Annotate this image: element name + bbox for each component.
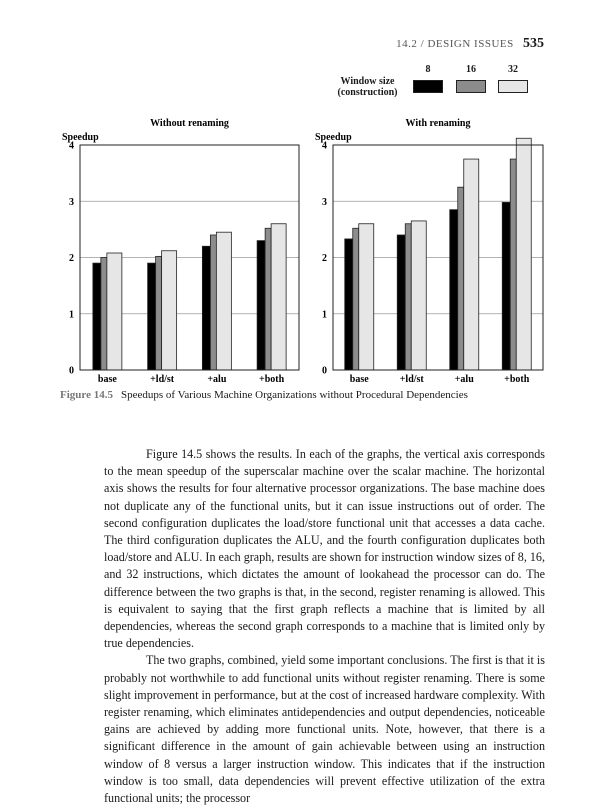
paragraph-1: Figure 14.5 shows the results. In each of the graphs, the vertical axis corresponds to the mean speedup of the superscalar machine over the scalar machine. The horizontal axis shows the results for four alternative processor organizations. The base machine does not duplicate any of the functional units, but it can issue instructions out of order. The second configuration duplicates the load/store functional unit that accesses a data cache. The third configuration duplicates the ALU, and the fourth configuration duplicates both load/store and ALU. In each graph, results are shown for instruction window sizes of 8, 16, and 32 instructions, which dictates the amount of lookahead the processor can do. The difference between the two graphs is that, in the second, register renaming is allowed. This is equivalent to saying that the first graph reflects a machine that is limited by all dependencies, whereas the second graph corresponds to a machine that is limited only by true dependencies.: [104, 447, 545, 651]
chart1-bar-ldst-8: [148, 263, 156, 370]
chart2-y-axis-label: Speedup: [315, 132, 352, 143]
legend-title-line2: (construction): [337, 87, 398, 98]
chart-legend: [0, 0, 604, 110]
chart1-y-tick-label-0: 0: [69, 365, 74, 377]
chart2-y-tick-label-3: 3: [322, 196, 327, 208]
chart2-x-tick-label-2: +alu: [454, 374, 474, 385]
body-text: [104, 446, 545, 807]
chart2-bar-alu-16: [458, 187, 464, 370]
figure-caption: [60, 389, 468, 401]
speedup-charts-svg: [0, 110, 604, 390]
chart2-x-tick-label-3: +both: [504, 374, 530, 385]
chart1-x-tick-label-0: base: [97, 374, 117, 385]
legend-label-16: 16: [466, 64, 476, 75]
chart1-x-tick-label-2: +alu: [207, 374, 227, 385]
chart2-bar-base-32: [359, 224, 374, 370]
chart2-bar-alu-32: [464, 159, 479, 370]
chart2-bar-alu-8: [450, 210, 458, 370]
paragraph-2: The two graphs, combined, yield some important conclusions. The first is that it is probably not worthwhile to add functional units without register renaming. There is some slight improvement in performance, but at the cost of increased hardware complexity. With register renaming, which eliminates antidependencies and output dependencies, noticeable gains are achieved by adding more functional units. Note, however, that there is a significant difference in the amount of gain achievable between using an instruction window of 8 versus a larger instruction window. This indicates that if the instruction window is too small, data dependencies will prevent effective utilization of the extra functional units; the processor: [104, 653, 545, 806]
chart1-y-axis-label: Speedup: [62, 132, 99, 143]
chart1-x-tick-label-3: +both: [259, 374, 285, 385]
chart2-y-tick-label-0: 0: [322, 365, 327, 377]
chart2-bar-ldst-16: [405, 224, 411, 370]
chart2-y-tick-label-2: 2: [322, 253, 327, 264]
chart1-bar-alu-32: [216, 232, 231, 370]
chart2-bar-ldst-32: [411, 221, 426, 370]
chart1-y-tick-label-2: 2: [69, 253, 74, 264]
chart1-bar-both-16: [265, 228, 271, 370]
chart1-bar-both-32: [271, 224, 286, 370]
chart2-y-tick-label-1: 1: [322, 309, 327, 321]
chart1-bar-both-8: [257, 241, 265, 370]
chart2-bar-both-8: [502, 202, 510, 370]
section-title: 14.2 / DESIGN ISSUES: [396, 38, 514, 50]
legend-swatch-16: [456, 80, 486, 93]
legend-label-8: 8: [425, 64, 431, 75]
chart2-title: With renaming: [405, 118, 471, 129]
chart1-bar-alu-8: [202, 246, 210, 370]
figure-caption-label: Figure 14.5: [60, 389, 113, 401]
chart1-y-tick-label-3: 3: [69, 196, 74, 208]
chart2-y-tick-label-4: 4: [322, 140, 327, 152]
chart2-bar-both-32: [516, 138, 531, 370]
chart1-y-tick-label-1: 1: [69, 309, 74, 321]
legend-swatch-8: [413, 80, 443, 93]
figure-charts: [0, 110, 604, 390]
chart2-x-tick-label-1: +ld/st: [399, 374, 424, 385]
chart1-bar-base-32: [107, 253, 122, 370]
chart2-bar-ldst-8: [397, 235, 405, 370]
chart1-bar-ldst-16: [156, 256, 162, 370]
chart2-x-tick-label-0: base: [349, 374, 369, 385]
chart2-bar-base-8: [345, 239, 353, 370]
chart2-bar-both-16: [510, 159, 516, 370]
chart2-bar-base-16: [353, 228, 359, 370]
chart1-bar-ldst-32: [162, 251, 177, 370]
legend-title-line1: Window size: [340, 76, 395, 87]
legend-label-32: 32: [508, 64, 518, 75]
chart1-bar-alu-16: [210, 235, 216, 370]
chart1-bar-base-8: [93, 263, 101, 370]
chart1-title: Without renaming: [150, 118, 229, 129]
chart1-x-tick-label-1: +ld/st: [150, 374, 175, 385]
chart1-y-tick-label-4: 4: [69, 140, 74, 152]
legend-title: [330, 76, 405, 98]
legend-swatch-32: [498, 80, 528, 93]
page-number: 535: [523, 36, 544, 51]
figure-caption-text: Speedups of Various Machine Organizations without Procedural Dependencies: [120, 389, 468, 401]
chart1-bar-base-16: [101, 258, 107, 371]
